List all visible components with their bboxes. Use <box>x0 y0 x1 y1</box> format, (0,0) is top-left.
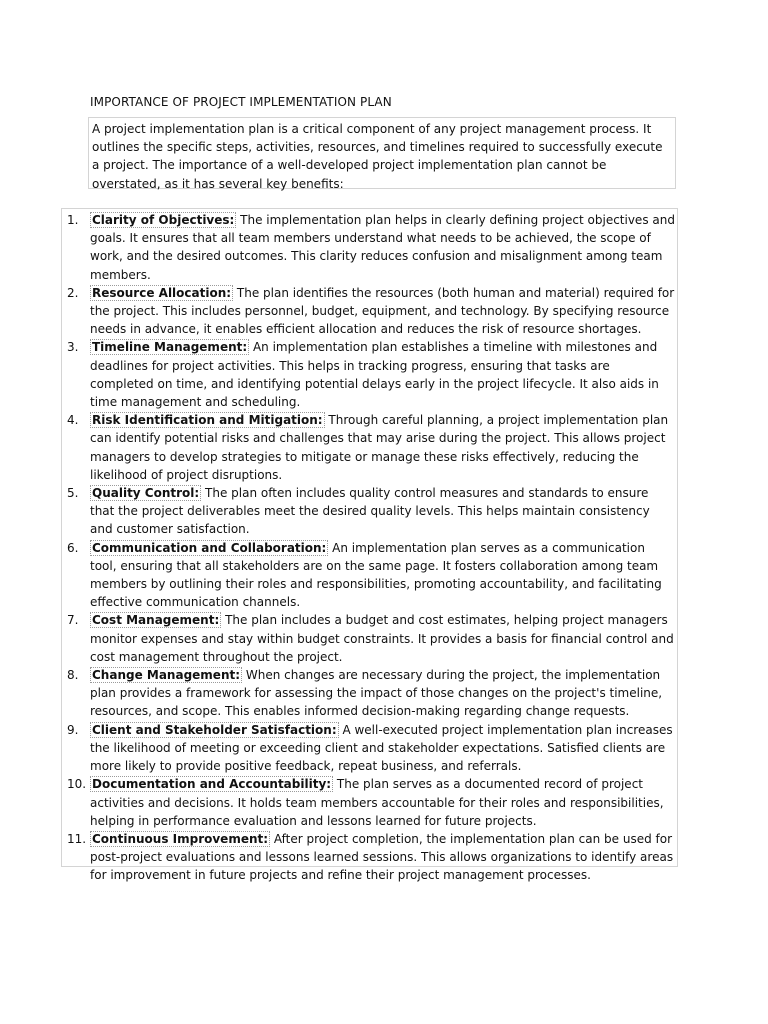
item-text: The plan includes a budget and cost estimates, helping project managers monitor expenses and stay within budget constraints. It provides a basis for financial control and cost management throughout the project. <box>90 613 674 664</box>
item-term: Continuous Improvement: <box>92 831 269 846</box>
list-item <box>62 211 677 284</box>
item-text: The plan identifies the resources (both human and material) required for the project. This includes personnel, budget, equipment, and technology. By specifying resource needs in advance, it enables efficient allocation and reduces the risk of resource shortages. <box>90 285 675 337</box>
list-item <box>62 721 677 776</box>
item-term: Risk Identification and Mitigation: <box>92 413 323 428</box>
item-text: When changes are necessary during the project, the implementation plan provides a framework for assessing the impact of those changes on the project's timeline, resources, and scope. This enables informed decision-making regarding change requests. <box>90 668 663 719</box>
item-term: Timeline Management: <box>92 340 248 355</box>
item-term: Clarity of Objectives: <box>92 213 235 227</box>
list-item <box>62 539 677 612</box>
benefits-list-box[interactable] <box>61 208 678 883</box>
item-text: After project completion, the implementation plan can be used for post-project evaluations and lessons learned sessions. This allows organizations to identify areas for improvement in future projects and refine their project management processes. <box>90 831 674 883</box>
item-text: The plan often includes quality control measures and standards to ensure that the project deliverables meet the desired quality levels. This helps maintain consistency and customer satisfaction. <box>90 486 650 537</box>
item-text: An implementation plan serves as a communication tool, ensuring that all stakeholders are on the same page. It fosters collaboration among team members by outlining their roles and responsibilities, promoting accountability, and facilitating effective communication channels. <box>90 540 662 610</box>
item-term: Communication and Collaboration: <box>92 540 327 555</box>
item-number: 6. <box>67 540 79 555</box>
document-title: IMPORTANCE OF PROJECT IMPLEMENTATION PLAN <box>90 95 392 109</box>
list-item <box>62 284 677 339</box>
item-term: Cost Management: <box>92 613 220 628</box>
item-term: Quality Control: <box>92 486 200 501</box>
item-term: Client and Stakeholder Satisfaction: <box>92 722 337 737</box>
list-item <box>62 611 677 666</box>
item-number: 11. <box>67 831 87 846</box>
item-text: The plan serves as a documented record of project activities and decisions. It holds team members accountable for their roles and responsibilities, helping in performance evaluation and lessons learned for future projects. <box>90 777 664 828</box>
item-text: A well-executed project implementation plan increases the likelihood of meeting or exceeding client and stakeholder expectations. Satisfied clients are more likely to provide positive feedback, repeat business, and referrals. <box>90 722 673 774</box>
item-text: The implementation plan helps in clearly defining project objectives and goals. It ensures that all team members understand what needs to be achieved, the scope of work, and the desired outcomes. This clarity reduces confusion and misalignment among team members. <box>90 213 675 282</box>
item-number: 4. <box>67 413 79 428</box>
item-number: 5. <box>67 486 79 501</box>
list-item <box>62 775 677 830</box>
item-number: 3. <box>67 340 79 355</box>
list-item <box>62 666 677 721</box>
item-text: Through careful planning, a project implementation plan can identify potential risks and challenges that may arise during the project. This allows project managers to develop strategies to mitigate or manage these risks effectively, reducing the likelihood of project disruptions. <box>90 413 669 482</box>
item-number: 7. <box>67 613 79 628</box>
item-term: Resource Allocation: <box>92 285 232 300</box>
item-number: 9. <box>67 722 79 737</box>
intro-paragraph[interactable]: A project implementation plan is a critical component of any project management process. It outlines the specific steps, activities, resources, and timelines required to successfully execute a project. The importance of a well-developed project implementation plan cannot be overstated, as it has several key benefits: <box>88 117 676 189</box>
item-number: 10. <box>67 777 87 792</box>
item-number: 2. <box>67 285 79 300</box>
list-item <box>62 830 677 885</box>
item-text: An implementation plan establishes a timeline with milestones and deadlines for project activities. This helps in tracking progress, ensuring that tasks are completed on time, and identifying potential delays early in the project lifecycle. It also aids in time management and scheduling. <box>90 340 659 410</box>
list-item <box>62 338 677 411</box>
item-term: Change Management: <box>92 668 241 683</box>
list-item <box>62 411 677 484</box>
item-term: Documentation and Accountability: <box>92 777 332 792</box>
list-item <box>62 484 677 539</box>
benefits-list <box>62 209 677 885</box>
item-number: 1. <box>67 213 79 227</box>
item-number: 8. <box>67 668 79 683</box>
